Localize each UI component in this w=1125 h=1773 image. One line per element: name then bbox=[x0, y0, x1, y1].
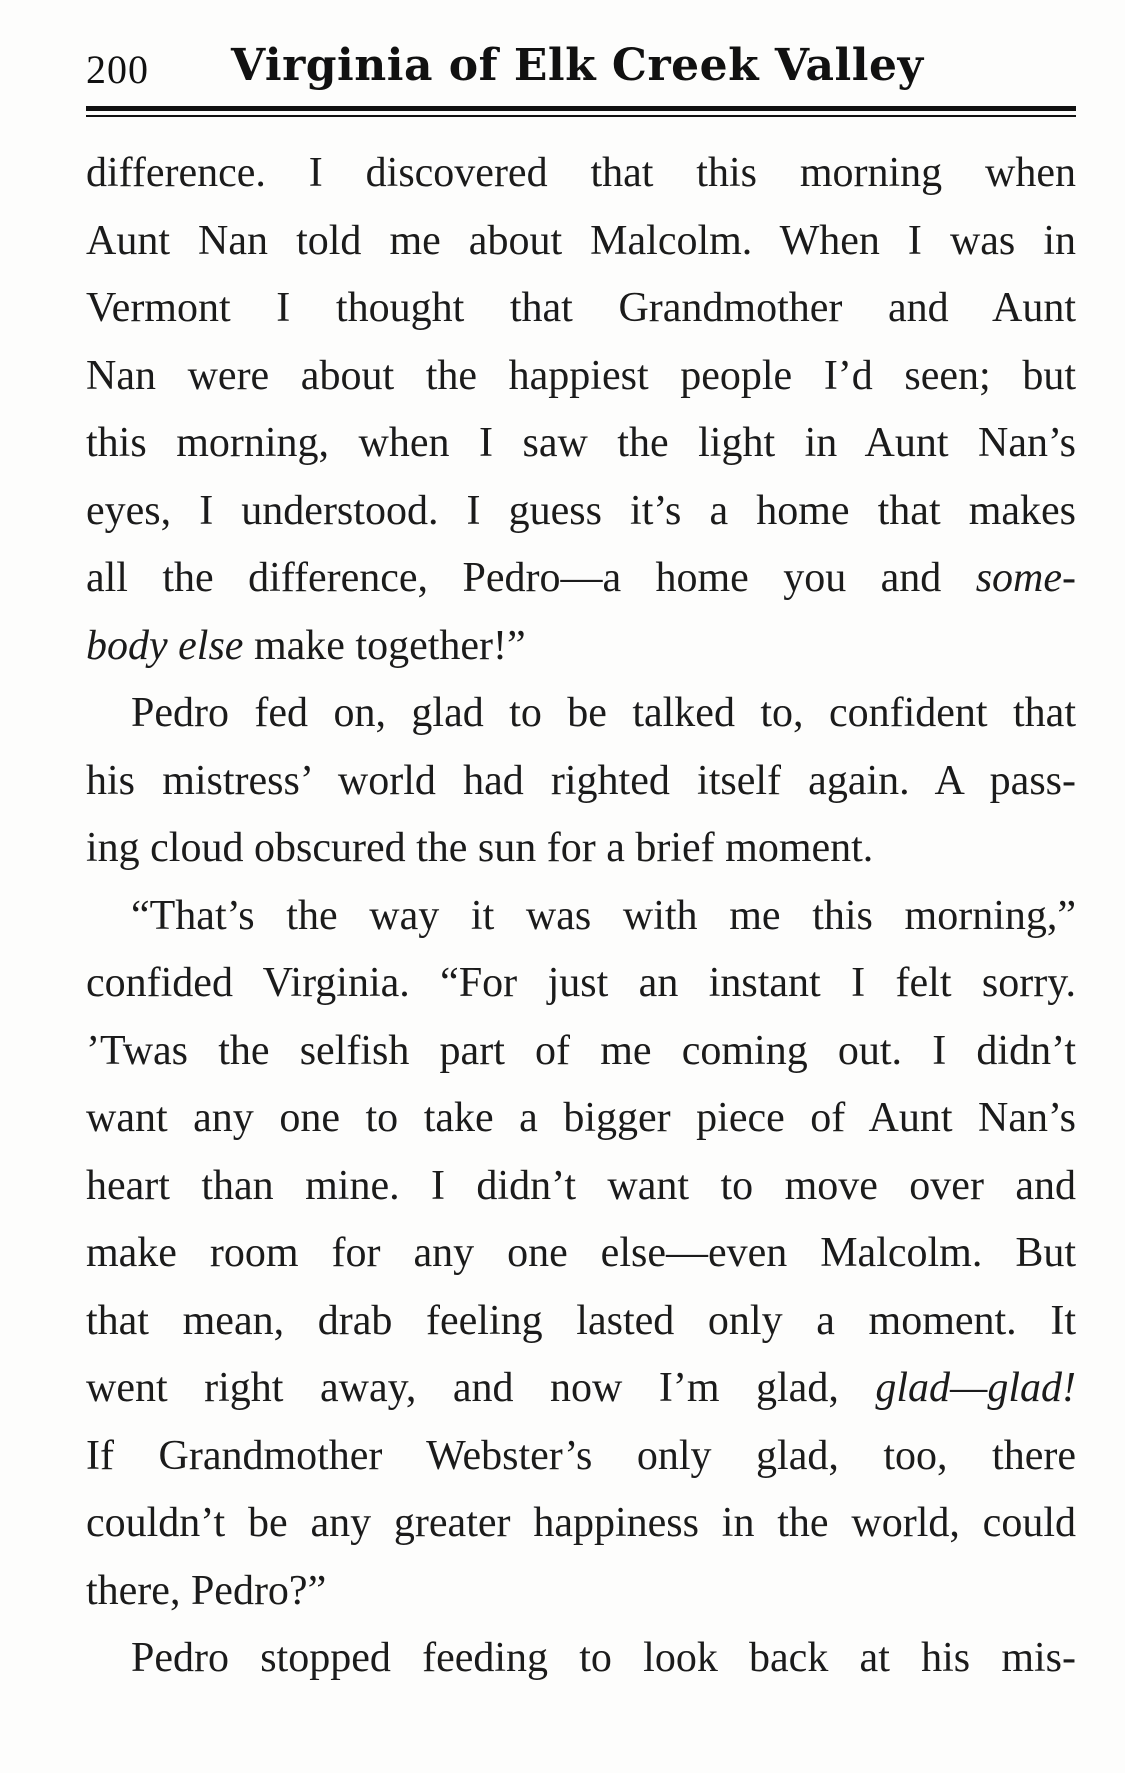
text-line: Pedro fed on, glad to be talked to, confident that bbox=[131, 690, 1076, 736]
text-line: make room for any one else—even Malcolm. But bbox=[86, 1230, 1076, 1276]
italic-text: some- bbox=[975, 555, 1076, 601]
text-line: went right away, and now I’m glad, glad—glad! bbox=[86, 1365, 1076, 1411]
italic-text: glad—glad! bbox=[875, 1365, 1076, 1411]
text-line: his mistress’ world had righted itself again. A pass- bbox=[86, 757, 1076, 804]
header-rule-thin bbox=[86, 115, 1076, 117]
text-line: body else make together!” bbox=[86, 622, 526, 669]
body-text bbox=[86, 140, 1076, 1693]
text-line: confided Virginia. “For just an instant I felt sorry. bbox=[86, 960, 1076, 1006]
text-line: Nan were about the happiest people I’d seen; but bbox=[86, 352, 1076, 399]
header-rule-thick bbox=[86, 106, 1076, 111]
text-line: all the difference, Pedro—a home you and some- bbox=[86, 555, 1076, 601]
italic-text: body else bbox=[86, 622, 244, 669]
text-line: eyes, I understood. I guess it’s a home that makes bbox=[86, 487, 1076, 534]
text-line: couldn’t be any greater happiness in the world, could bbox=[86, 1500, 1076, 1546]
text-line: heart than mine. I didn’t want to move over and bbox=[86, 1162, 1076, 1209]
text-line: there, Pedro?” bbox=[86, 1567, 327, 1614]
text-line: that mean, drab feeling lasted only a moment. It bbox=[86, 1297, 1076, 1344]
text-line: Aunt Nan told me about Malcolm. When I was in bbox=[86, 217, 1076, 264]
book-title: Virginia of Elk Creek Valley bbox=[231, 40, 924, 91]
running-head bbox=[86, 34, 1086, 104]
text-line: If Grandmother Webster’s only glad, too, there bbox=[86, 1432, 1076, 1479]
text-line: ’Twas the selfish part of me coming out. I didn’t bbox=[86, 1027, 1076, 1074]
text-line: this morning, when I saw the light in Aunt Nan’s bbox=[86, 420, 1076, 466]
text-line: Pedro stopped feeding to look back at his mis- bbox=[131, 1635, 1076, 1681]
text-line: ing cloud obscured the sun for a brief moment. bbox=[86, 825, 874, 871]
text-line: Vermont I thought that Grandmother and Aunt bbox=[86, 285, 1076, 331]
page-number: 200 bbox=[86, 47, 149, 92]
text-line: want any one to take a bigger piece of Aunt Nan’s bbox=[86, 1095, 1076, 1141]
text-line: “That’s the way it was with me this morning,” bbox=[131, 892, 1076, 939]
text-line: difference. I discovered that this morning when bbox=[86, 150, 1076, 196]
